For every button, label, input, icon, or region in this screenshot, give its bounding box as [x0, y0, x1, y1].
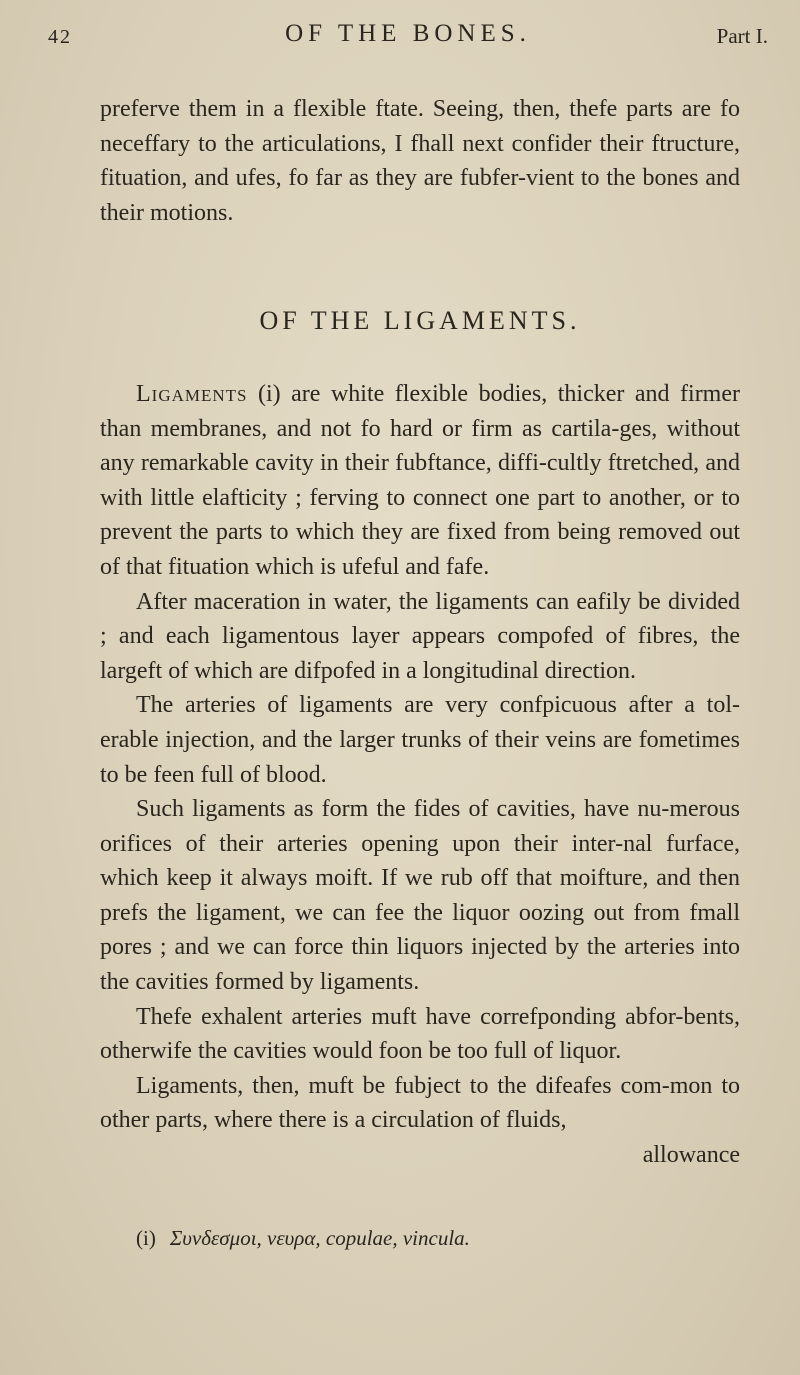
footnote-marker: (i)	[136, 1226, 156, 1250]
paragraph-arteries: The arteries of ligaments are very confpicuous after a tol-erable injection, and the larger trunks of their veins are fometimes to be feen full of blood.	[100, 692, 740, 788]
paragraph-ligaments-definition	[100, 377, 740, 585]
paragraph-maceration: After maceration in water, the ligaments can eafily be divided ; and each ligamentous layer appears compofed of fibres, the largeft of which are difpofed in a longitudinal direction.	[100, 588, 740, 684]
footnote-text: Συνδεσμοι, νευρα, copulae, vincula.	[169, 1226, 470, 1250]
body-text	[100, 92, 740, 1173]
page-number: 42	[48, 26, 72, 48]
paragraph-diseases: Ligaments, then, muft be fubject to the difeafes com-mon to other parts, where there is a circulation of fluids,	[100, 1072, 740, 1134]
paragraph-text: (i) are white flexible bodies, thicker and firmer than membranes, and not fo hard or firm as cartila-ges, without any remarkable cavity in their fubftance, diffi-cultly ftretched, and with little elafticity ; ferving to connect one part to another, or to prevent the parts to which they are fixed from being removed out of that fituation which is ufeful and fafe.	[100, 380, 740, 580]
footnote	[136, 1226, 696, 1251]
paragraph-cavities: Such ligaments as form the fides of cavities, have nu-merous orifices of their arteries opening upon their inter-nal furface, which keep it always moift. If we rub off that moifture, and then prefs the ligament, we can fee the liquor oozing out from fmall pores ; and we can force thin liquors injected by the arteries into the cavities formed by ligaments.	[100, 796, 740, 996]
running-title: OF THE BONES.	[285, 20, 531, 47]
catchword: allowance	[642, 1142, 740, 1169]
page-header	[48, 12, 768, 52]
paragraph-absorbents: Thefe exhalent arteries muft have correfponding abfor-bents, otherwife the cavities would foon be too full of liquor.	[100, 1003, 740, 1065]
part-label: Part I.	[716, 24, 768, 48]
lead-word: Ligaments	[136, 380, 248, 407]
section-heading: OF THE LIGAMENTS.	[259, 306, 581, 336]
intro-paragraph: preferve them in a flexible ftate. Seeing, then, thefe parts are fo neceffary to the articulations, I fhall next confider their ftructure, fituation, and ufes, fo far as they are fubfer-vient to the bones and their motions.	[100, 96, 740, 226]
